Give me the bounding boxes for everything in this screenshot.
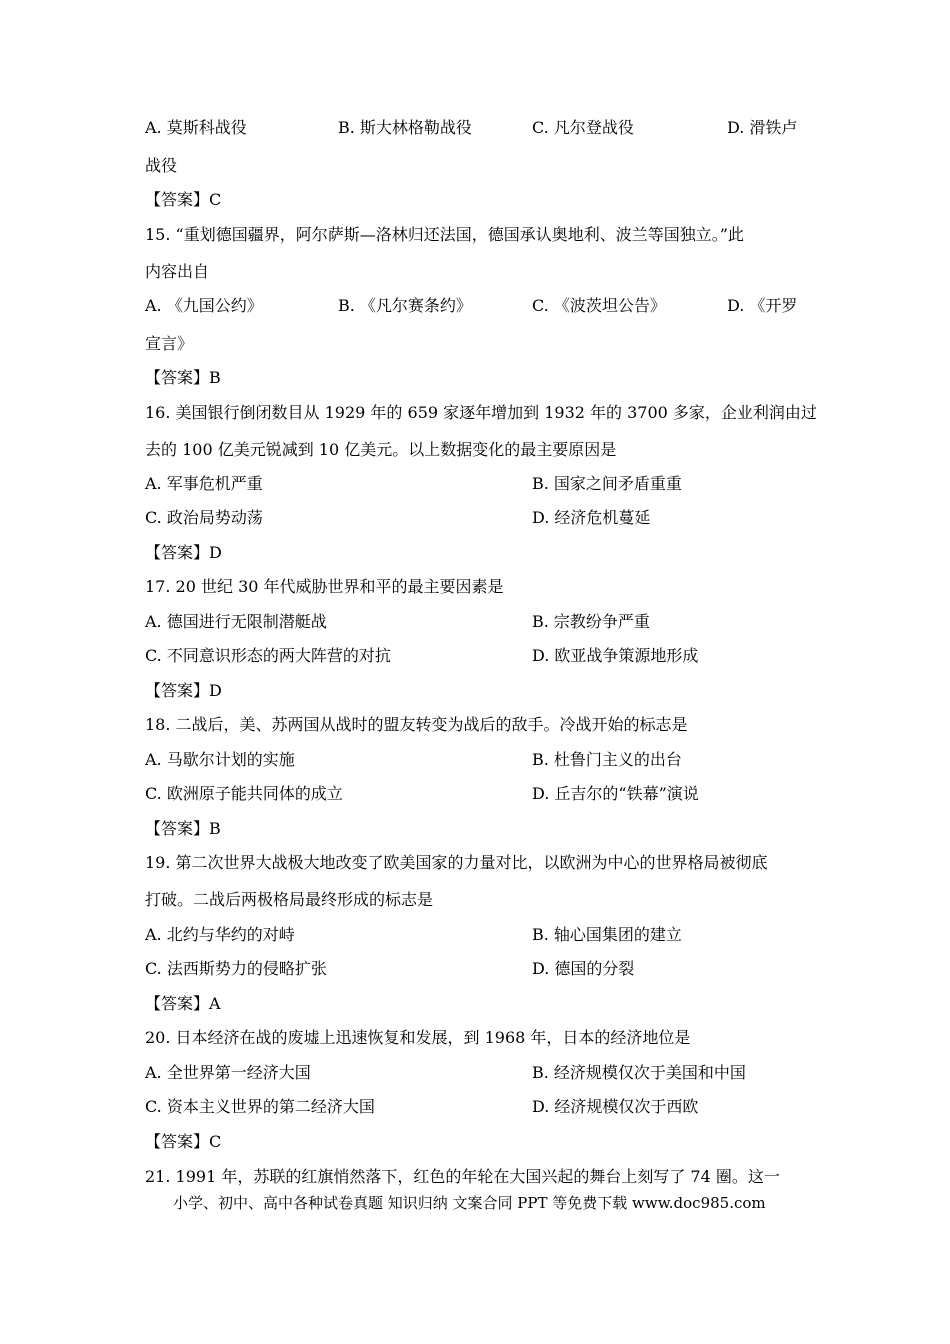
q14-option-c: C. 凡尔登战役 <box>532 118 634 137</box>
q16-option-a: A. 军事危机严重 <box>145 474 263 493</box>
q20-option-c: C. 资本主义世界的第二经济大国 <box>145 1097 375 1116</box>
q15-option-a: A. 《九国公约》 <box>145 296 263 315</box>
q19-option-c: C. 法西斯势力的侵略扩张 <box>145 959 327 978</box>
q18-option-b: B. 杜鲁门主义的出台 <box>532 750 682 769</box>
q16-option-d: D. 经济危机蔓延 <box>532 508 651 527</box>
page-footer: 小学、初中、高中各种试卷真题 知识归纳 文案合同 PPT 等免费下载 www.doc985.com <box>173 1194 766 1212</box>
q19-stem-line2: 打破。二战后两极格局最终形成的标志是 <box>145 890 434 909</box>
q14-option-d-wrap: 战役 <box>145 156 178 175</box>
q20-option-d: D. 经济规模仅次于西欧 <box>532 1097 699 1116</box>
q18-option-c: C. 欧洲原子能共同体的成立 <box>145 784 343 803</box>
q15-option-c: C. 《波茨坦公告》 <box>532 296 666 315</box>
q17-option-b: B. 宗教纷争严重 <box>532 612 650 631</box>
q16-stem-line1: 16. 美国银行倒闭数目从 1929 年的 659 家逐年增加到 1932 年的 3700 多家，企业利润由过 <box>145 403 817 422</box>
q17-option-d: D. 欧亚战争策源地形成 <box>532 646 699 665</box>
q14-answer: 【答案】C <box>145 190 222 209</box>
q17-stem-line1: 17. 20 世纪 30 年代威胁世界和平的最主要因素是 <box>145 577 504 596</box>
q15-option-d-wrap: 宣言》 <box>145 334 194 353</box>
q19-stem-line1: 19. 第二次世界大战极大地改变了欧美国家的力量对比，以欧洲为中心的世界格局被彻底 <box>145 853 768 872</box>
q19-option-b: B. 轴心国集团的建立 <box>532 925 682 944</box>
q20-answer: 【答案】C <box>145 1132 222 1151</box>
q15-option-b: B. 《凡尔赛条约》 <box>338 296 472 315</box>
q17-option-c: C. 不同意识形态的两大阵营的对抗 <box>145 646 391 665</box>
q15-answer: 【答案】B <box>145 368 221 387</box>
q20-option-b: B. 经济规模仅次于美国和中国 <box>532 1063 746 1082</box>
q18-option-a: A. 马歇尔计划的实施 <box>145 750 295 769</box>
q18-answer: 【答案】B <box>145 819 221 838</box>
q16-stem-line2: 去的 100 亿美元锐减到 10 亿美元。以上数据变化的最主要原因是 <box>145 440 617 459</box>
q16-answer: 【答案】D <box>145 543 222 562</box>
q15-stem-line1: 15. “重划德国疆界，阿尔萨斯—洛林归还法国，德国承认奥地利、波兰等国独立。”此 <box>145 225 744 244</box>
q15-option-d: D. 《开罗 <box>727 296 798 315</box>
q18-stem-line1: 18. 二战后，美、苏两国从战时的盟友转变为战后的敌手。冷战开始的标志是 <box>145 715 688 734</box>
q18-option-d: D. 丘吉尔的“铁幕”演说 <box>532 784 699 803</box>
q16-option-c: C. 政治局势动荡 <box>145 508 263 527</box>
q17-answer: 【答案】D <box>145 681 222 700</box>
q20-option-a: A. 全世界第一经济大国 <box>145 1063 311 1082</box>
q14-option-b: B. 斯大林格勒战役 <box>338 118 472 137</box>
q14-option-d: D. 滑铁卢 <box>727 118 798 137</box>
q19-option-d: D. 德国的分裂 <box>532 959 635 978</box>
q17-option-a: A. 德国进行无限制潜艇战 <box>145 612 327 631</box>
q19-option-a: A. 北约与华约的对峙 <box>145 925 295 944</box>
q16-option-b: B. 国家之间矛盾重重 <box>532 474 682 493</box>
q19-answer: 【答案】A <box>145 994 221 1013</box>
q14-option-a: A. 莫斯科战役 <box>145 118 247 137</box>
q20-stem-line1: 20. 日本经济在战的废墟上迅速恢复和发展，到 1968 年，日本的经济地位是 <box>145 1028 691 1047</box>
q15-stem-line2: 内容出自 <box>145 262 210 281</box>
q21-stem-line1: 21. 1991 年，苏联的红旗悄然落下，红色的年轮在大国兴起的舞台上刻写了 74 圈。这一 <box>145 1167 780 1186</box>
